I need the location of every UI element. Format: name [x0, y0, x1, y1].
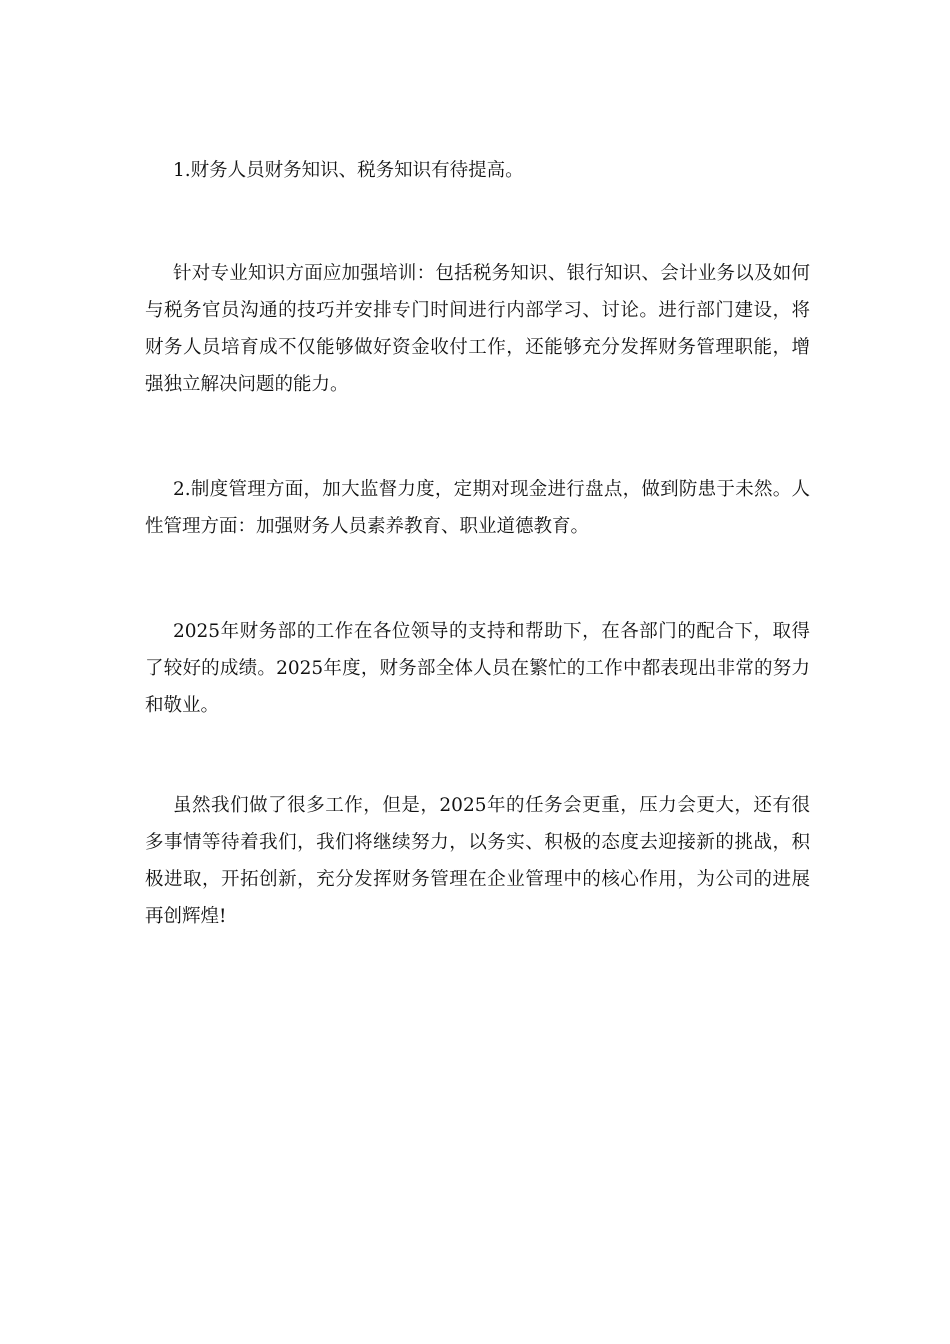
paragraph-training-plan: 针对专业知识方面应加强培训：包括税务知识、银行知识、会计业务以及如何与税务官员沟通的技巧并安排专门时间进行内部学习、讨论。进行部门建设，将财务人员培育成不仅能够做好资金收付工作，还能够充分发挥财务管理职能，增强独立解决问题的能力。 — [145, 263, 810, 395]
paragraph-knowledge-issue: 1.财务人员财务知识、税务知识有待提高。 — [173, 160, 524, 181]
paragraph-outlook: 虽然我们做了很多工作，但是，2025年的任务会更重，压力会更大，还有很多事情等待着我们，我们将继续努力，以务实、积极的态度去迎接新的挑战，积极进取，开拓创新，充分发挥财务管理在企业管理中的核心作用，为公司的进展再创辉煌! — [145, 795, 810, 927]
paragraph-system-management: 2.制度管理方面，加大监督力度，定期对现金进行盘点，做到防患于未然。人性管理方面：加强财务人员素养教育、职业道德教育。 — [145, 479, 810, 537]
paragraph-annual-summary: 2025年财务部的工作在各位领导的支持和帮助下，在各部门的配合下，取得了较好的成绩。2025年度，财务部全体人员在繁忙的工作中都表现出非常的努力和敬业。 — [145, 621, 810, 716]
